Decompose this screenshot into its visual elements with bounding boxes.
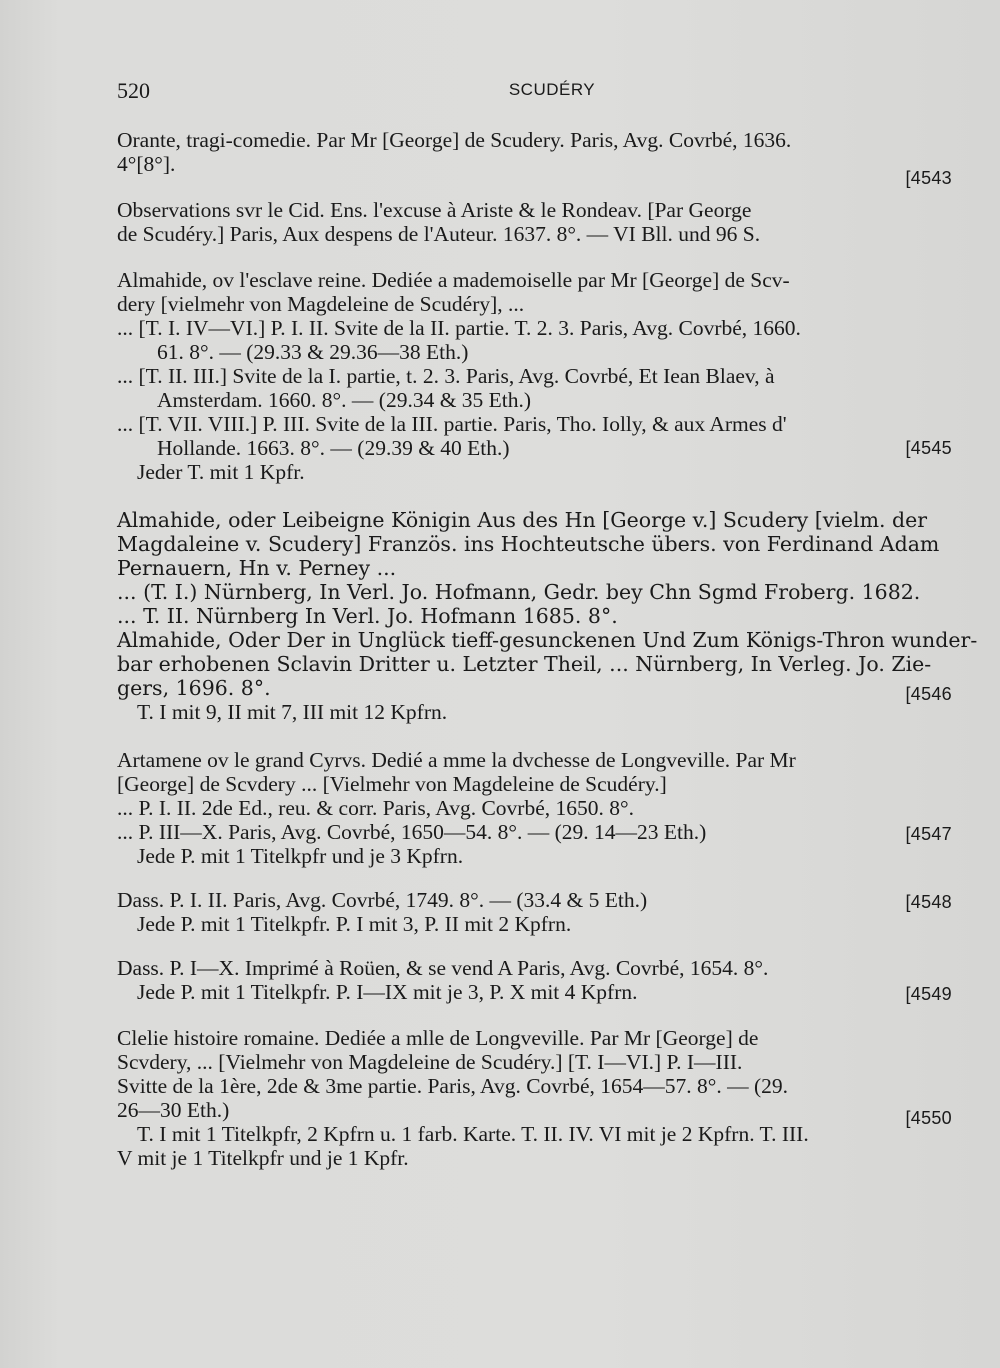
entry-number: [4546: [905, 684, 952, 704]
page-header: [117, 78, 947, 108]
entry-number: [4543: [905, 168, 952, 188]
entry-line: Almahide, oder Leibeigne Königin Aus des Hn [George v.] Scudery [vielm. der: [117, 508, 928, 532]
entry-line: ... P. III—X. Paris, Avg. Covrbé, 1650—54. 8°. — (29. 14—23 Eth.): [117, 820, 707, 844]
catalog-entry: [117, 508, 978, 724]
entry-line: Pernauern, Hn v. Perney ...: [117, 556, 397, 580]
entry-number: [4550: [905, 1108, 952, 1128]
catalog-entry: [117, 268, 952, 484]
running-head: SCUDÉRY: [508, 80, 596, 99]
entry-line: [George] de Scvdery ... [Vielmehr von Magdeleine de Scudéry.]: [117, 772, 667, 796]
catalog-entry: [117, 748, 952, 868]
entry-line: dery [vielmehr von Magdeleine de Scudéry], ...: [117, 292, 525, 316]
entry-line: Orante, tragi-comedie. Par Mr [George] de Scudery. Paris, Avg. Covrbé, 1636.: [117, 128, 792, 152]
entry-line: Observations svr le Cid. Ens. l'excuse à Ariste & le Rondeav. [Par George: [117, 198, 752, 222]
entry-line: ... P. I. II. 2de Ed., reu. & corr. Paris, Avg. Covrbé, 1650. 8°.: [117, 796, 634, 820]
entry-line: Dass. P. I—X. Imprimé à Roüen, & se vend A Paris, Avg. Covrbé, 1654. 8°.: [117, 956, 769, 980]
entry-line: V mit je 1 Titelkpfr und je 1 Kpfr.: [117, 1146, 409, 1170]
entry-line: de Scudéry.] Paris, Aux despens de l'Auteur. 1637. 8°. — VI Bll. und 96 S.: [117, 222, 761, 246]
catalog-entry: [117, 1026, 952, 1170]
entry-line: ... (T. I.) Nürnberg, In Verl. Jo. Hofmann, Gedr. bey Chn Sgmd Froberg. 1682.: [117, 580, 921, 604]
entry-line: ... [T. II. III.] Svite de la I. partie, t. 2. 3. Paris, Avg. Covrbé, Et Iean Blaev, à: [117, 364, 775, 388]
entry-line: Almahide, ov l'esclave reine. Dediée a mademoiselle par Mr [George] de Scv-: [117, 268, 790, 292]
entry-line: Jede P. mit 1 Titelkpfr. P. I mit 3, P. II mit 2 Kpfrn.: [137, 912, 572, 936]
page-number: 520: [117, 78, 150, 103]
catalog-entry: [117, 198, 952, 246]
entry-line: Svitte de la 1ère, 2de & 3me partie. Paris, Avg. Covrbé, 1654—57. 8°. — (29.: [117, 1074, 788, 1098]
entry-line: Jeder T. mit 1 Kpfr.: [137, 460, 305, 484]
entry-line: Clelie histoire romaine. Dediée a mlle de Longveville. Par Mr [George] de: [117, 1026, 759, 1050]
entry-line: gers, 1696. 8°.: [117, 676, 271, 700]
entry-line: 61. 8°. — (29.33 & 29.36—38 Eth.): [157, 340, 469, 364]
entry-line: Hollande. 1663. 8°. — (29.39 & 40 Eth.): [157, 436, 510, 460]
entry-line: 26—30 Eth.): [117, 1098, 230, 1122]
catalog-entry: [117, 888, 952, 936]
entry-line: Magdaleine v. Scudery] Französ. ins Hochteutsche übers. von Ferdinand Adam: [117, 532, 940, 556]
entry-number: [4547: [905, 824, 952, 844]
entry-line: ... [T. VII. VIII.] P. III. Svite de la III. partie. Paris, Tho. Iolly, & aux Armes d': [117, 412, 787, 436]
catalog-entries: [117, 128, 978, 1190]
entry-number: [4545: [905, 438, 952, 458]
entry-line: 4°[8°].: [117, 152, 176, 176]
catalog-entry: [117, 128, 952, 188]
entry-line: Scvdery, ... [Vielmehr von Magdeleine de Scudéry.] [T. I—VI.] P. I—III.: [117, 1050, 743, 1074]
catalog-entry: [117, 956, 952, 1004]
entry-line: bar erhobenen Sclavin Dritter u. Letzter Theil, ... Nürnberg, In Verleg. Jo. Zie-: [117, 652, 932, 676]
entry-line: Dass. P. I. II. Paris, Avg. Covrbé, 1749. 8°. — (33.4 & 5 Eth.): [117, 888, 648, 912]
entry-line: Jede P. mit 1 Titelkpfr. P. I—IX mit je 3, P. X mit 4 Kpfrn.: [137, 980, 638, 1004]
entry-line: ... [T. I. IV—VI.] P. I. II. Svite de la II. partie. T. 2. 3. Paris, Avg. Covrbé, 1660.: [117, 316, 801, 340]
entry-line: Artamene ov le grand Cyrvs. Dedié a mme la dvchesse de Longveville. Par Mr: [117, 748, 796, 772]
entry-line: Almahide, Oder Der in Unglück tieff-gesunckenen Und Zum Königs-Thron wunder-: [117, 628, 978, 652]
entry-number: [4549: [905, 984, 952, 1004]
entry-line: T. I mit 9, II mit 7, III mit 12 Kpfrn.: [137, 700, 448, 724]
entry-line: Amsterdam. 1660. 8°. — (29.34 & 35 Eth.): [157, 388, 532, 412]
entry-line: ... T. II. Nürnberg In Verl. Jo. Hofmann 1685. 8°.: [117, 604, 618, 628]
entry-number: [4548: [905, 892, 952, 912]
entry-line: T. I mit 1 Titelkpfr, 2 Kpfrn u. 1 farb. Karte. T. II. IV. VI mit je 2 Kpfrn. T. III.: [137, 1122, 809, 1146]
entry-line: Jede P. mit 1 Titelkpfr und je 3 Kpfrn.: [137, 844, 464, 868]
